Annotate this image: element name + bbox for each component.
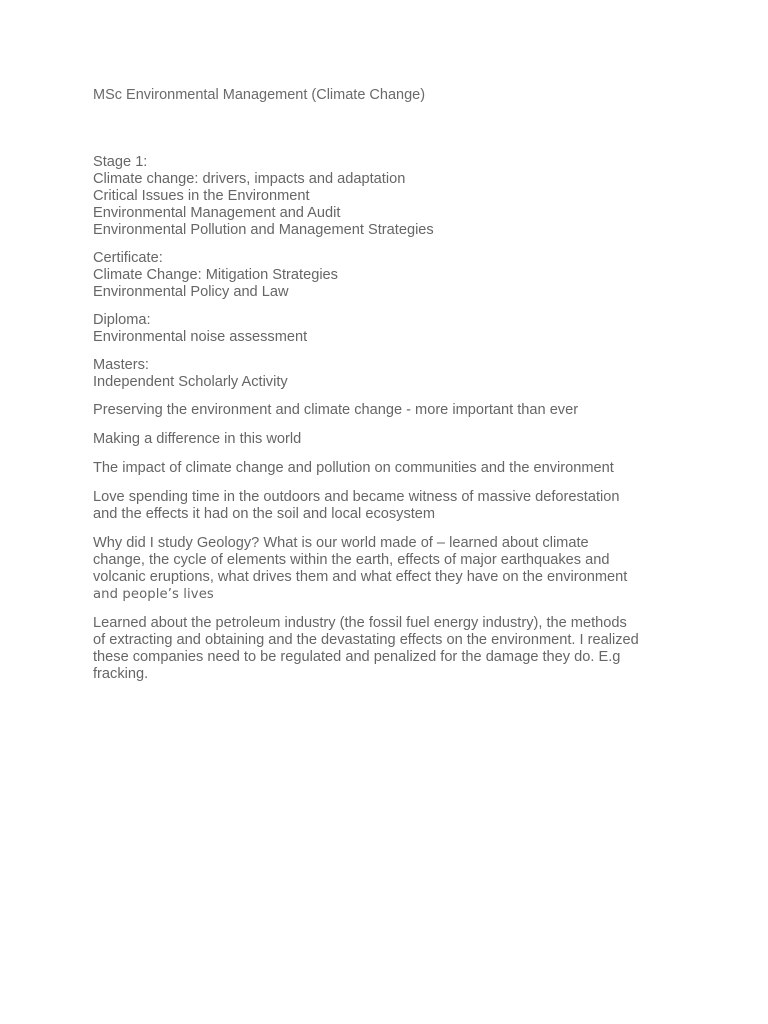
module-item: Environmental Management and Audit — [93, 205, 341, 221]
stage-heading: Masters: — [93, 357, 149, 373]
module-item: Climate Change: Mitigation Strategies — [93, 267, 338, 283]
note-paragraph: The impact of climate change and pollution on communities and the environment — [93, 460, 614, 476]
stage-heading: Stage 1: — [93, 154, 148, 170]
document-page — [93, 86, 693, 695]
stage-block-masters — [93, 357, 693, 391]
note-paragraph: Learned about the petroleum industry (the fossil fuel energy industry), the methods of extracting and obtaining and the devastating effects on the environment. I realized these companies need to be regulated and penalized for the damage they do. E.g fracking. — [93, 615, 639, 682]
document-title: MSc Environmental Management (Climate Change) — [93, 87, 426, 103]
stage-heading: Diploma: — [93, 312, 151, 328]
note-paragraph: Love spending time in the outdoors and became witness of massive deforestation and the effects it had on the soil and local ecosystem — [93, 489, 620, 522]
stage-heading: Certificate: — [93, 250, 163, 266]
module-item: Independent Scholarly Activity — [93, 374, 288, 390]
module-item: Environmental Policy and Law — [93, 284, 289, 300]
module-item: Environmental Pollution and Management Strategies — [93, 222, 434, 238]
module-item: Climate change: drivers, impacts and adaptation — [93, 171, 406, 187]
module-item: Environmental noise assessment — [93, 329, 308, 345]
note-paragraph: Preserving the environment and climate change - more important than ever — [93, 402, 579, 418]
note-paragraph: Making a difference in this world — [93, 431, 302, 447]
note-paragraph: Why did I study Geology? What is our world made of – learned about climate change, the cycle of elements within the earth, effects of major earthquakes and volcanic eruptions, what drives them and what effect they have on the environment and people’s lives — [93, 535, 628, 602]
module-item: Critical Issues in the Environment — [93, 188, 310, 204]
stage-block-certificate — [93, 250, 693, 301]
stage-block-1 — [93, 154, 693, 239]
stage-block-diploma — [93, 312, 693, 346]
